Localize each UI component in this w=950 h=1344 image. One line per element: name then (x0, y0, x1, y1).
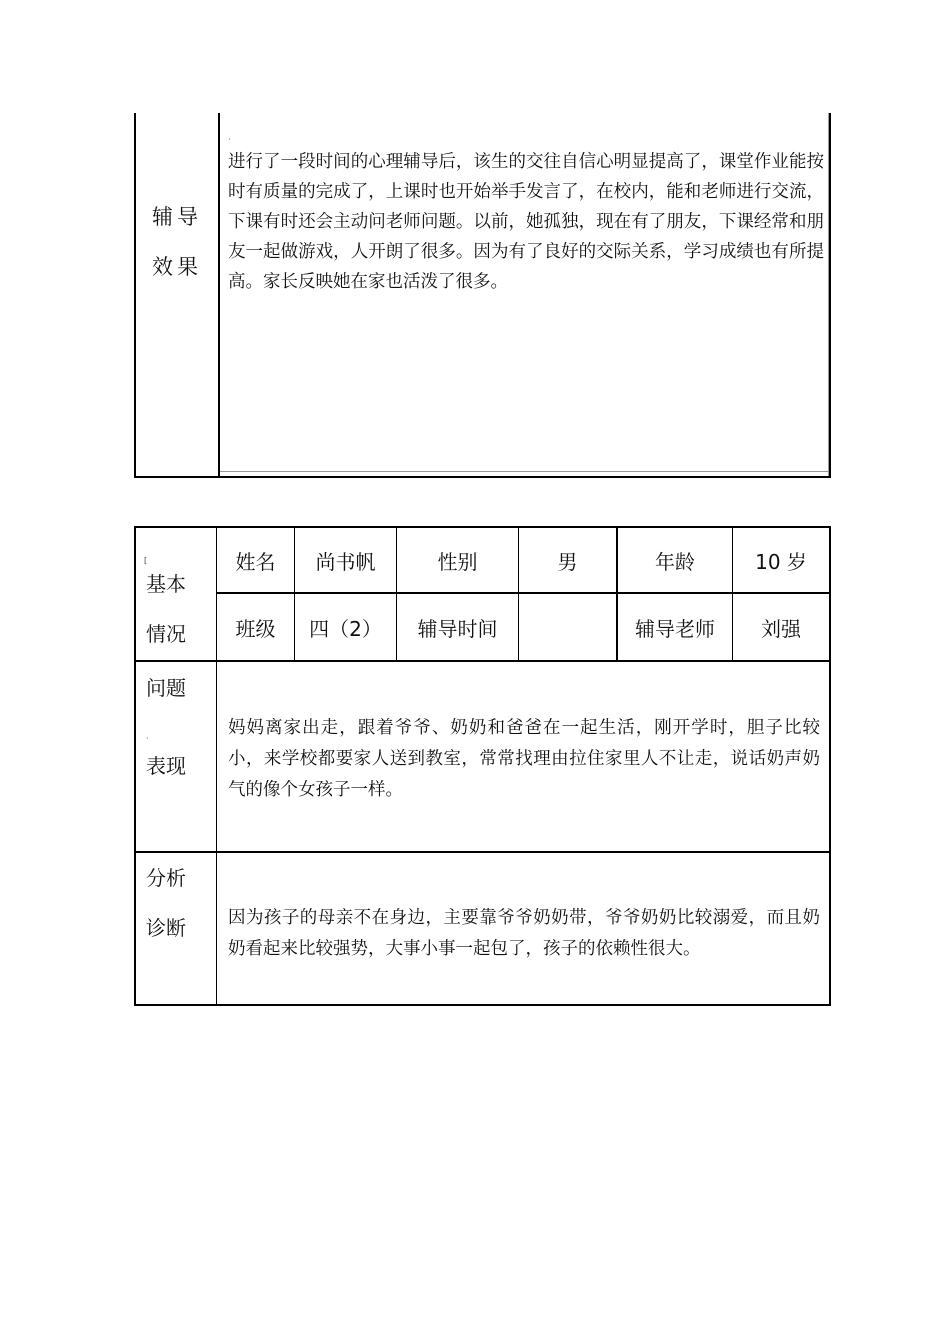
counseling-effect-table (134, 113, 831, 478)
analysis-content: 因为孩子的母亲不在身边，主要靠爷爷奶奶带，爷爷奶奶比较溺爱，而且奶奶看起来比较强势，大事小事一起包了，孩子的依赖性很大。 (228, 908, 820, 959)
column-divider (218, 113, 220, 476)
effect-label-line2: 效果 (152, 255, 202, 279)
basic-label-line2: 情况 (146, 622, 186, 646)
age-label: 年龄 (655, 549, 695, 574)
counseling-time-label: 辅导时间 (417, 616, 498, 641)
problem-label-line1: 问题 (146, 676, 186, 700)
stray-mark: · (228, 135, 231, 144)
problem-label-line2: 表现 (146, 754, 186, 778)
gender-label: 性别 (437, 549, 478, 574)
basic-info-table (134, 526, 831, 1006)
counselor-value: 刘强 (761, 616, 801, 641)
basic-label-line1: 基本 (146, 572, 186, 596)
row-divider (136, 851, 829, 853)
row-divider (136, 660, 829, 662)
inner-border-right (828, 113, 829, 476)
name-label: 姓名 (235, 549, 276, 574)
effect-label-line1: 辅导 (152, 205, 202, 229)
class-label: 班级 (235, 616, 276, 641)
analysis-label-line1: 分析 (146, 866, 186, 890)
gender-value: 男 (557, 549, 578, 574)
counselor-label: 辅导老师 (635, 616, 715, 641)
name-value: 尚书帆 (315, 549, 376, 574)
counseling-time-value (519, 594, 616, 660)
stray-mark: [ (144, 556, 148, 565)
class-value: 四（2） (309, 616, 382, 641)
stray-mark: · (146, 734, 149, 743)
analysis-label-line2: 诊断 (146, 916, 186, 940)
problem-content: 妈妈离家出走，跟着爷爷、奶奶和爸爸在一起生活，刚开学时，胆子比较小，来学校都要家人送到教室，常常找理由拉住家里人不让走，说话奶声奶气的像个女孩子一样。 (228, 718, 820, 800)
effect-content: 进行了一段时间的心理辅导后，该生的交往自信心明显提高了，课堂作业能按时有质量的完成了，上课时也开始举手发言了，在校内，能和老师进行交流，下课有时还会主动问老师问题。以前，她孤独，现在有了朋友，下课经常和朋友一起做游戏，人开朗了很多。因为有了良好的交际关系，学习成绩也有所提高。家长反映她在家也活泼了很多。 (228, 152, 824, 292)
age-value: 10 岁 (755, 549, 807, 574)
inner-border-bottom (220, 471, 829, 472)
